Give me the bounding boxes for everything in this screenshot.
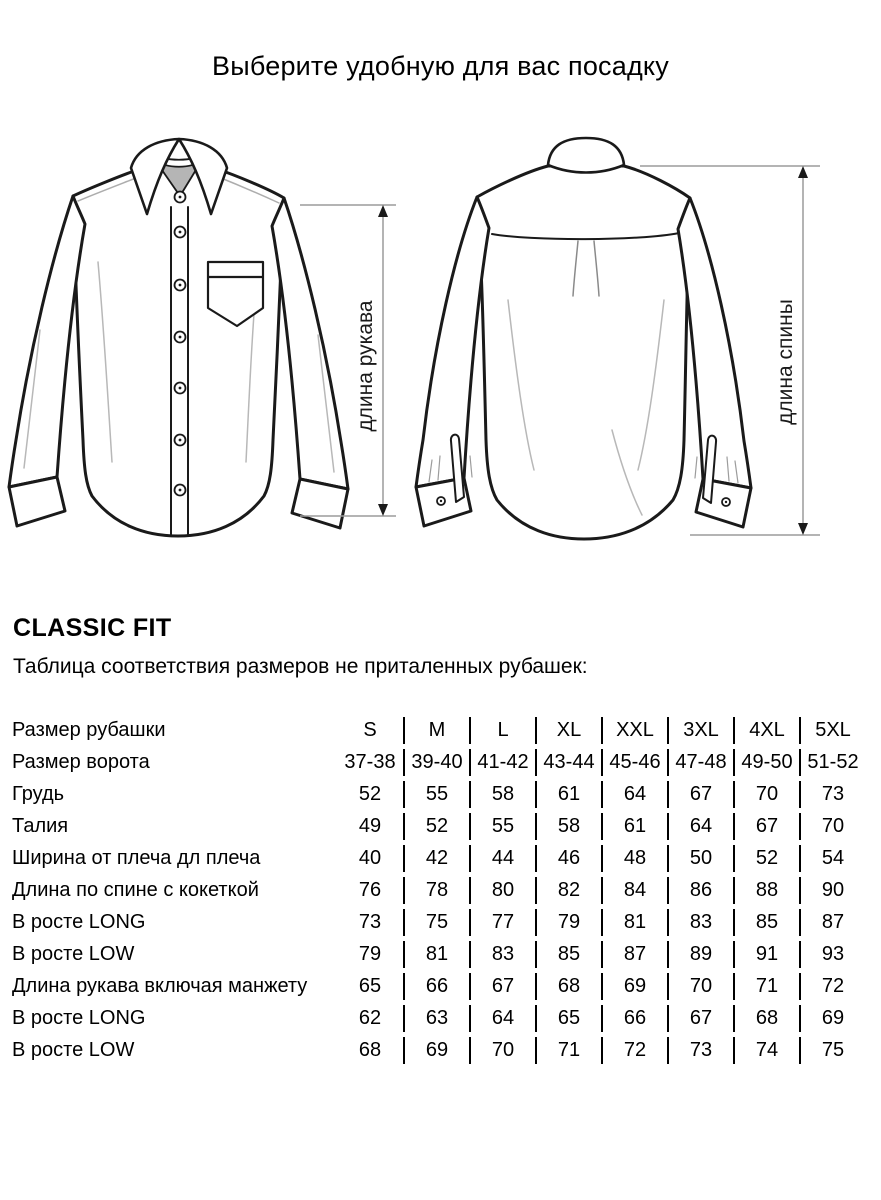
size-cell: 68 (535, 973, 601, 1000)
size-cell: 70 (733, 781, 799, 808)
back-left-cuff-button-hole (440, 500, 442, 502)
row-label: Длина рукава включая манжету (12, 975, 308, 997)
size-cell: 66 (403, 973, 469, 1000)
size-cell: 67 (469, 973, 535, 1000)
size-cell: 68 (358, 1039, 382, 1061)
table-subtitle: Таблица соответствия размеров не приталенных рубашек: (13, 655, 588, 678)
row-label: В росте LOW (12, 1039, 135, 1061)
size-cell: 64 (601, 781, 667, 808)
size-cell: 69 (403, 1037, 469, 1064)
size-cell: 3XL (667, 717, 733, 744)
size-cell: 77 (469, 909, 535, 936)
size-cell: 72 (799, 973, 865, 1000)
size-cell: 62 (358, 1007, 382, 1029)
fit-heading: CLASSIC FIT (13, 614, 172, 642)
table-row (12, 909, 865, 936)
size-cell: 51-52 (799, 749, 865, 776)
row-label: Размер ворота (12, 751, 150, 773)
size-cell: 52 (358, 783, 382, 805)
front-shirt-drawing (9, 139, 348, 536)
size-cell: 93 (799, 941, 865, 968)
size-cell: 40 (358, 847, 382, 869)
table-row (12, 1005, 865, 1032)
size-cell: 81 (403, 941, 469, 968)
size-cell: 49-50 (733, 749, 799, 776)
row-label: Ширина от плеча дл плеча (12, 847, 261, 869)
sleeve-length-arrow-bottom (378, 504, 388, 516)
table-row (12, 941, 865, 968)
size-cell: 81 (601, 909, 667, 936)
size-cell: 73 (799, 781, 865, 808)
back-length-arrow-top (798, 166, 808, 178)
size-cell: 64 (469, 1005, 535, 1032)
size-cell: 50 (667, 845, 733, 872)
back-shirt-drawing (416, 138, 751, 539)
size-cell: 54 (799, 845, 865, 872)
size-cell: 52 (403, 813, 469, 840)
size-cell: M (403, 717, 469, 744)
size-cell: S (363, 719, 377, 741)
shirt-diagram (0, 86, 881, 570)
size-cell: 86 (667, 877, 733, 904)
front-left-sleeve (9, 196, 85, 487)
size-cell: 87 (799, 909, 865, 936)
back-right-cuff-button-hole (725, 501, 727, 503)
size-cell: 65 (358, 975, 382, 997)
size-cell: XL (535, 717, 601, 744)
row-label: В росте LONG (12, 911, 146, 933)
size-cell: 78 (403, 877, 469, 904)
size-cell: 43-44 (535, 749, 601, 776)
row-label: Талия (12, 815, 69, 837)
size-cell: 5XL (799, 717, 865, 744)
row-label: В росте LONG (12, 1007, 146, 1029)
front-left-cuff (9, 477, 65, 526)
size-cell: 67 (667, 1005, 733, 1032)
size-cell: 58 (535, 813, 601, 840)
size-cell: 64 (667, 813, 733, 840)
row-label: Длина по спине с кокеткой (12, 879, 259, 901)
size-cell: 41-42 (469, 749, 535, 776)
size-table (12, 712, 865, 1069)
size-cell: 70 (667, 973, 733, 1000)
table-row (12, 717, 865, 744)
size-cell: 69 (601, 973, 667, 1000)
back-length-arrow-bottom (798, 523, 808, 535)
size-cell: 69 (799, 1005, 865, 1032)
table-row (12, 845, 865, 872)
size-cell: 45-46 (601, 749, 667, 776)
size-cell: 79 (358, 943, 382, 965)
size-cell: 47-48 (667, 749, 733, 776)
size-cell: 90 (799, 877, 865, 904)
table-row (12, 781, 865, 808)
size-cell: 89 (667, 941, 733, 968)
table-row (12, 749, 865, 776)
size-cell: 73 (358, 911, 382, 933)
size-cell: 63 (403, 1005, 469, 1032)
size-cell: 55 (403, 781, 469, 808)
size-cell: 88 (733, 877, 799, 904)
size-cell: 52 (733, 845, 799, 872)
back-collar (548, 138, 624, 173)
size-cell: 66 (601, 1005, 667, 1032)
size-cell: 61 (535, 781, 601, 808)
size-cell: XXL (601, 717, 667, 744)
size-cell: 61 (601, 813, 667, 840)
table-row (12, 877, 865, 904)
back-length-label: длина спины (774, 299, 797, 425)
size-cell: 85 (535, 941, 601, 968)
size-cell: 37-38 (344, 751, 396, 773)
size-cell: 75 (403, 909, 469, 936)
size-cell: 80 (469, 877, 535, 904)
size-cell: 49 (358, 815, 382, 837)
size-table-body (12, 717, 865, 1064)
size-cell: 67 (733, 813, 799, 840)
size-cell: 48 (601, 845, 667, 872)
size-cell: 67 (667, 781, 733, 808)
row-label: Размер рубашки (12, 719, 166, 741)
row-label: В росте LOW (12, 943, 135, 965)
size-cell: 82 (535, 877, 601, 904)
size-cell: 42 (403, 845, 469, 872)
size-cell: 79 (535, 909, 601, 936)
size-cell: 85 (733, 909, 799, 936)
size-cell: 39-40 (403, 749, 469, 776)
sleeve-length-arrow-top (378, 205, 388, 217)
size-cell: 44 (469, 845, 535, 872)
size-cell: 55 (469, 813, 535, 840)
sleeve-length-label: длина рукава (354, 300, 377, 432)
size-cell: 58 (469, 781, 535, 808)
size-cell: 4XL (733, 717, 799, 744)
size-cell: 73 (667, 1037, 733, 1064)
size-cell: 68 (733, 1005, 799, 1032)
size-cell: L (469, 717, 535, 744)
size-cell: 87 (601, 941, 667, 968)
size-cell: 72 (601, 1037, 667, 1064)
table-row (12, 1037, 865, 1064)
front-right-cuff (292, 479, 348, 528)
front-right-sleeve (272, 198, 348, 489)
page-title: Выберите удобную для вас посадку (212, 51, 669, 81)
size-cell: 71 (535, 1037, 601, 1064)
size-cell: 71 (733, 973, 799, 1000)
size-cell: 76 (358, 879, 382, 901)
size-cell: 75 (799, 1037, 865, 1064)
size-cell: 83 (469, 941, 535, 968)
size-cell: 84 (601, 877, 667, 904)
size-cell: 91 (733, 941, 799, 968)
table-row (12, 813, 865, 840)
size-cell: 70 (469, 1037, 535, 1064)
size-cell: 74 (733, 1037, 799, 1064)
row-label: Грудь (12, 783, 65, 805)
size-cell: 70 (799, 813, 865, 840)
size-cell: 65 (535, 1005, 601, 1032)
table-row (12, 973, 865, 1000)
size-cell: 83 (667, 909, 733, 936)
size-cell: 46 (535, 845, 601, 872)
